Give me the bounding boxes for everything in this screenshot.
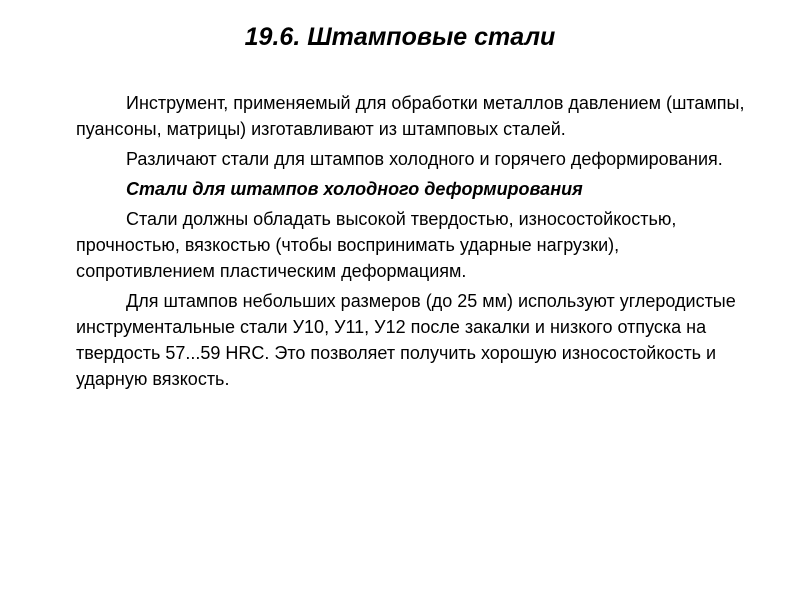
slide-body — [76, 90, 752, 396]
paragraph-intro: Инструмент, применяемый для обработки металлов давлением (штампы, пуансоны, матрицы) изготавливают из штамповых сталей. — [76, 93, 745, 139]
section-heading-cold-deformation: Стали для штампов холодного деформирования — [126, 179, 583, 199]
paragraph-requirements: Стали должны обладать высокой твердостью, износостойкостью, прочностью, вязкостью (чтобы воспринимать ударные нагрузки), сопротивлением пластическим деформациям. — [76, 209, 677, 281]
slide-title: 19.6. Штамповые стали — [244, 23, 556, 51]
paragraph-types: Различают стали для штампов холодного и горячего деформирования. — [126, 149, 723, 169]
paragraph-small-dies: Для штампов небольших размеров (до 25 мм) используют углеродистые инструментальные стали У10, У11, У12 после закалки и низкого отпуска на твердость 57...59 HRC. Это позволяет получить хорошую износостойкость и ударную вязкость. — [76, 291, 736, 389]
